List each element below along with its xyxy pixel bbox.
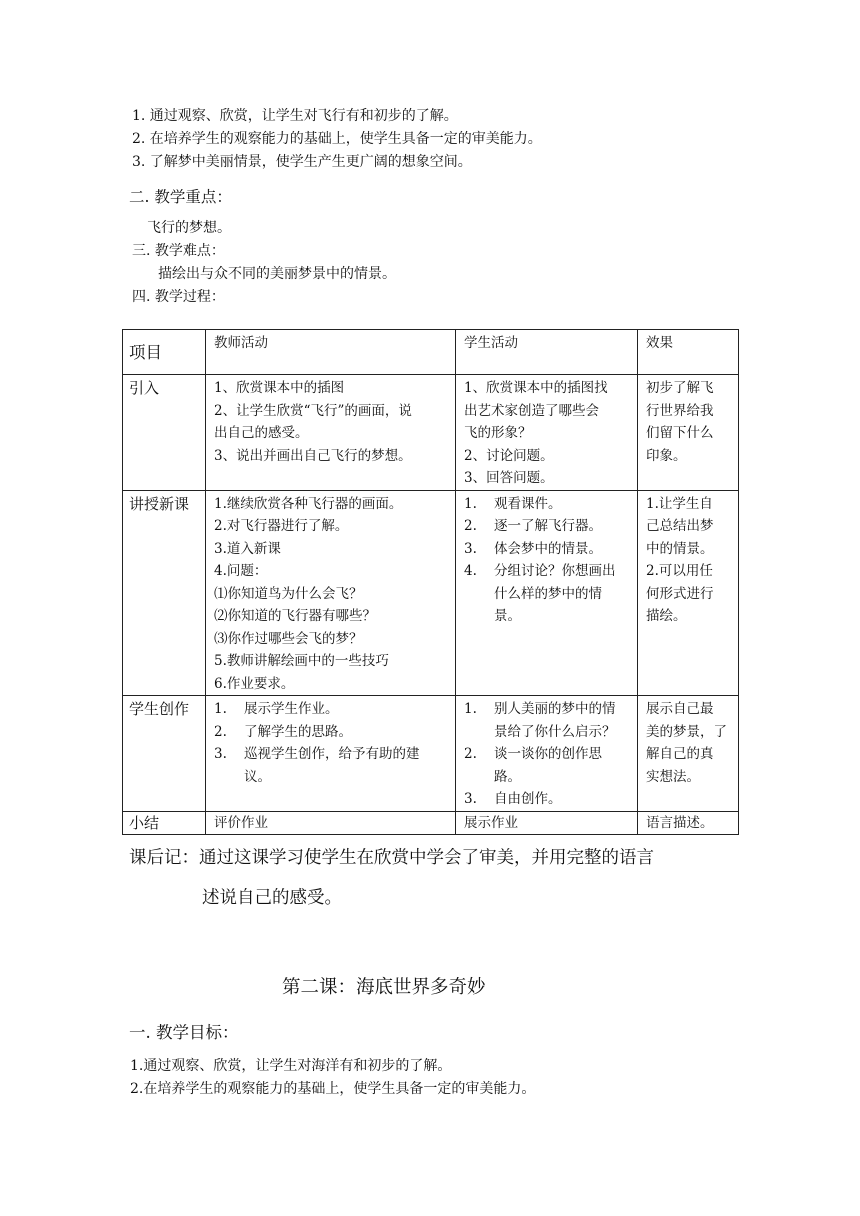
lesson2-title: 第二课：海底世界多奇妙 xyxy=(282,977,486,998)
objective-3: 3. 了解梦中美丽情景，使学生产生更广阔的想象空间。 xyxy=(132,154,472,170)
student-line: 飞的形象？ xyxy=(464,425,532,441)
teacher-line: 3.道入新课 xyxy=(214,540,281,557)
afterword-line-1: 课后记：通过这课学习使学生在欣赏中学会了审美，并用完整的语言 xyxy=(129,848,654,868)
table-row xyxy=(123,375,739,491)
row-label: 学生创作 xyxy=(123,696,206,812)
effect-line: 己总结出梦 xyxy=(646,518,714,534)
effect-line: 1.让学生自 xyxy=(646,495,713,512)
effect-cell xyxy=(638,490,739,696)
effect-line: 展示自己最 xyxy=(646,701,714,717)
row-label: 小结 xyxy=(123,811,206,834)
student-line: 景。 xyxy=(494,608,521,624)
teacher-activity-cell xyxy=(206,490,456,696)
objective-2: 2. 在培养学生的观察能力的基础上，使学生具备一定的审美能力。 xyxy=(132,131,542,147)
lesson2-goal-1: 1.通过观察、欣赏，让学生对海洋有和初步的了解。 xyxy=(130,1058,452,1074)
student-line: 什么样的梦中的情 xyxy=(494,585,602,602)
effect-line: 实想法。 xyxy=(646,768,700,785)
teacher-line: ⑵你知道的飞行器有哪些？ xyxy=(214,608,376,624)
teacher-activity-cell: 评价作业 xyxy=(206,811,456,834)
student-line: 1. 观看课件。 xyxy=(464,495,562,512)
teacher-line: 1. 展示学生作业。 xyxy=(214,701,339,717)
student-line: 1. 别人美丽的梦中的情 xyxy=(464,701,616,717)
objective-1: 1. 通过观察、欣赏，让学生对飞行有和初步的了解。 xyxy=(132,108,458,124)
effect-line: 解自己的真 xyxy=(646,746,714,762)
effect-cell: 语言描述。 xyxy=(638,811,739,834)
student-line: 3. 自由创作。 xyxy=(464,791,562,807)
teacher-line: 1.继续欣赏各种飞行器的画面。 xyxy=(214,495,403,512)
effect-line: 们留下什么 xyxy=(646,425,714,441)
student-activity-cell: 展示作业 xyxy=(456,811,638,834)
teacher-line: 3. 巡视学生创作，给予有助的建 xyxy=(214,746,420,762)
effect-line: 初步了解飞 xyxy=(646,380,714,396)
effect-line: 何形式进行 xyxy=(646,585,714,602)
lesson2-goal-2: 2.在培养学生的观察能力的基础上，使学生具备一定的审美能力。 xyxy=(130,1081,536,1097)
effect-cell xyxy=(638,696,739,812)
teacher-line: 2.对飞行器进行了解。 xyxy=(214,518,349,534)
student-line: 2. 谈一谈你的创作思 xyxy=(464,746,602,762)
student-line: 4. 分组讨论？你想画出 xyxy=(464,563,616,579)
process-heading: 四. 教学过程： xyxy=(132,289,225,305)
teacher-activity-cell xyxy=(206,375,456,491)
table-row xyxy=(123,811,739,834)
teacher-line: 出自己的感受。 xyxy=(214,425,309,441)
teacher-line: 2. 了解学生的思路。 xyxy=(214,723,352,740)
student-line: 3、回答问题。 xyxy=(464,470,554,486)
student-line: 3. 体会梦中的情景。 xyxy=(464,540,602,557)
table-header-row xyxy=(123,330,739,375)
header-teacher: 教师活动 xyxy=(206,330,456,375)
effect-line: 2.可以用任 xyxy=(646,563,713,579)
teacher-line: ⑶你作过哪些会飞的梦？ xyxy=(214,630,363,647)
teacher-line: 2、让学生欣赏“飞行”的画面，说 xyxy=(214,402,412,419)
effect-line: 美的梦景，了 xyxy=(646,723,727,740)
header-effect: 效果 xyxy=(638,330,739,375)
student-line: 1、欣赏课本中的插图找 xyxy=(464,380,608,396)
row-label: 引入 xyxy=(123,375,206,491)
student-line: 路。 xyxy=(494,768,521,785)
student-line: 出艺术家创造了哪些会 xyxy=(464,402,599,419)
student-activity-cell xyxy=(456,696,638,812)
header-student: 学生活动 xyxy=(456,330,638,375)
afterword-line-2: 述说自己的感受。 xyxy=(202,888,342,908)
row-label: 讲授新课 xyxy=(123,490,206,696)
teacher-line: ⑴你知道鸟为什么会飞？ xyxy=(214,585,363,602)
effect-line: 行世界给我 xyxy=(646,402,714,419)
table-row xyxy=(123,490,739,696)
effect-cell xyxy=(638,375,739,491)
difficulty-heading: 三. 教学难点： xyxy=(132,243,225,259)
teacher-line: 3、说出并画出自己飞行的梦想。 xyxy=(214,447,412,464)
student-line: 2. 逐一了解飞行器。 xyxy=(464,518,602,534)
effect-line: 中的情景。 xyxy=(646,540,714,557)
key-point-heading: 二. 教学重点： xyxy=(129,188,232,206)
effect-line: 描绘。 xyxy=(646,608,687,624)
teacher-line: 1、欣赏课本中的插图 xyxy=(214,380,345,396)
teaching-process-table xyxy=(122,329,739,835)
teacher-line: 5.教师讲解绘画中的一些技巧 xyxy=(214,653,389,669)
student-activity-cell xyxy=(456,375,638,491)
teacher-line: 6.作业要求。 xyxy=(214,675,295,692)
teacher-line: 4.问题： xyxy=(214,563,268,579)
student-line: 景给了你什么启示？ xyxy=(494,723,616,740)
table-row xyxy=(123,696,739,812)
key-point-text: 飞行的梦想。 xyxy=(147,220,231,236)
teacher-activity-cell xyxy=(206,696,456,812)
teacher-line: 议。 xyxy=(244,768,271,785)
effect-line: 印象。 xyxy=(646,447,687,464)
student-line: 2、讨论问题。 xyxy=(464,447,554,464)
header-item: 项目 xyxy=(123,330,206,375)
difficulty-text: 描绘出与众不同的美丽梦景中的情景。 xyxy=(158,266,396,282)
lesson2-goals-heading: 一. 教学目标： xyxy=(129,1023,239,1042)
student-activity-cell xyxy=(456,490,638,696)
